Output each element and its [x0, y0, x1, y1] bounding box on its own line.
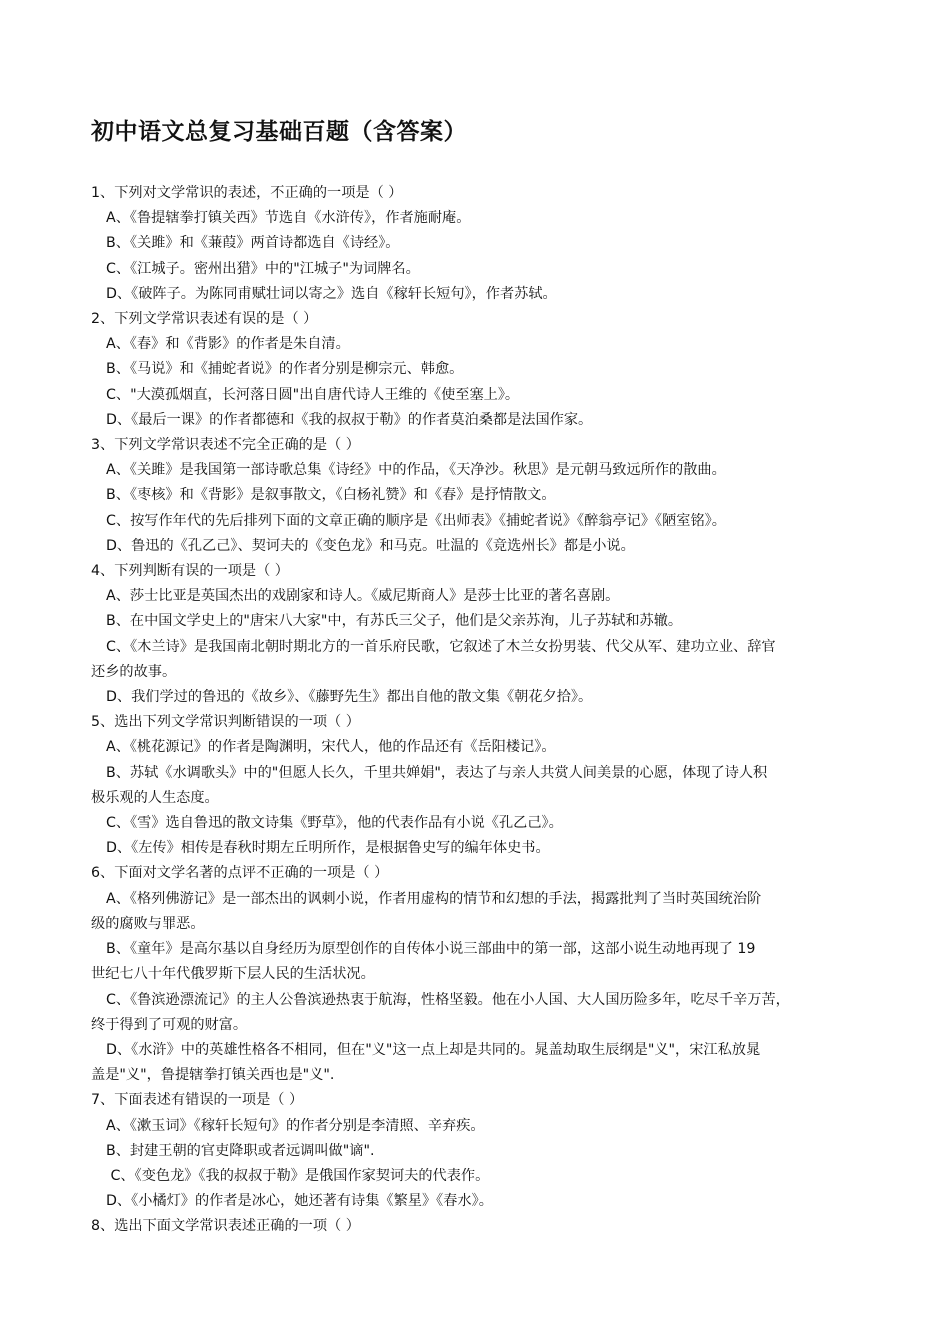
option-a: A、《关雎》是我国第一部诗歌总集《诗经》中的作品，《天净沙。秋思》是元朝马致远所作的散曲。 — [106, 462, 726, 479]
option-c: C、按写作年代的先后排列下面的文章正确的顺序是《出师表》《捕蛇者说》《醉翁亭记》《陋室铭》。 — [106, 512, 726, 529]
option-a: A、莎士比亚是英国杰出的戏剧家和诗人。《威尼斯商人》是莎士比亚的著名喜剧。 — [106, 588, 620, 605]
option-d: D、《最后一课》的作者都德和《我的叔叔于勒》的作者莫泊桑都是法国作家。 — [106, 411, 593, 428]
option-b: B、在中国文学史上的"唐宋八大家"中，有苏氏三父子，他们是父亲苏洵，儿子苏轼和苏辙。 — [106, 613, 683, 630]
option-a: A、《桃花源记》的作者是陶渊明，宋代人，他的作品还有《岳阳楼记》。 — [106, 739, 556, 756]
option-c: C、《变色龙》《我的叔叔于勒》是俄国作家契诃夫的代表作。 — [106, 1167, 490, 1184]
option-d: D、《水浒》中的英雄性格各不相同，但在"义"这一点上却是共同的。晁盖劫取生辰纲是"义"，宋江私放晁 — [106, 1041, 761, 1058]
question-stem: 8、选出下面文学常识表述正确的一项（ ） — [91, 1218, 360, 1235]
option-c: C、《鲁滨逊漂流记》的主人公鲁滨逊热衷于航海，性格坚毅。他在小人国、大人国历险多年，吃尽千辛万苦， — [106, 991, 790, 1008]
question-stem: 4、下列判断有误的一项是（ ） — [91, 563, 289, 580]
option-a-continuation: 级的腐败与罪恶。 — [91, 915, 205, 932]
option-d: D、鲁迅的《孔乙己》、契诃夫的《变色龙》和马克。吐温的《竞选州长》都是小说。 — [106, 537, 635, 554]
option-d-continuation: 盖是"义"，鲁提辖拳打镇关西也是"义". — [91, 1067, 335, 1084]
question-stem: 2、下列文学常识表述有误的是（ ） — [91, 311, 318, 328]
option-d: D、我们学过的鲁迅的《故乡》、《藤野先生》都出自他的散文集《朝花夕拾》。 — [106, 689, 593, 706]
option-d: D、《左传》相传是春秋时期左丘明所作，是根据鲁史写的编年体史书。 — [106, 840, 550, 857]
option-c: C、《木兰诗》是我国南北朝时期北方的一首乐府民歌，它叙述了木兰女扮男装、代父从军、建功立业、辞官 — [106, 638, 776, 655]
option-c: C、《雪》选自鲁迅的散文诗集《野草》，他的代表作品有小说《孔乙己》。 — [106, 815, 563, 832]
option-d: D、《破阵子。为陈同甫赋壮词以寄之》选自《稼轩长短句》，作者苏轼。 — [106, 285, 557, 302]
option-b: B、《枣核》和《背影》是叙事散文，《白杨礼赞》和《春》是抒情散文。 — [106, 487, 556, 504]
option-c-continuation: 还乡的故事。 — [91, 663, 177, 680]
question-list — [91, 181, 863, 1240]
question-stem: 5、选出下列文学常识判断错误的一项（ ） — [91, 714, 360, 731]
question-stem: 1、下列对文学常识的表述，不正确的一项是（ ） — [91, 185, 403, 201]
option-b: B、《马说》和《捕蛇者说》的作者分别是柳宗元、韩愈。 — [106, 361, 464, 378]
question-stem: 3、下列文学常识表述不完全正确的是（ ） — [91, 437, 360, 454]
question-stem: 6、下面对文学名著的点评不正确的一项是（ ） — [91, 865, 389, 882]
option-c: C、《江城子。密州出猎》中的"江城子"为词牌名。 — [106, 260, 420, 277]
option-b: B、封建王朝的官吏降职或者远调叫做"谪". — [106, 1142, 375, 1159]
page-title: 初中语文总复习基础百题（含答案） — [91, 119, 467, 145]
option-d: D、《小橘灯》的作者是冰心，她还著有诗集《繁星》《春水》。 — [106, 1193, 493, 1210]
option-a: A、《鲁提辖拳打镇关西》节选自《水浒传》，作者施耐庵。 — [106, 210, 471, 227]
option-a: A、《格列佛游记》是一部杰出的讽刺小说，作者用虚构的情节和幻想的手法，揭露批判了当时英国统治阶 — [106, 890, 762, 907]
option-b: B、《童年》是高尔基以自身经历为原型创作的自传体小说三部曲中的第一部，这部小说生动地再现了 19 — [106, 941, 756, 958]
option-a: A、《春》和《背影》的作者是朱自清。 — [106, 336, 350, 353]
question-stem: 7、下面表述有错误的一项是（ ） — [91, 1092, 304, 1109]
option-b-continuation: 极乐观的人生态度。 — [91, 789, 219, 806]
option-c: C、"大漠孤烟直，长河落日圆"出自唐代诗人王维的《使至塞上》。 — [106, 386, 520, 403]
option-c-continuation: 终于得到了可观的财富。 — [91, 1016, 248, 1033]
option-b: B、苏轼《水调歌头》中的"但愿人长久，千里共婵娟"，表达了与亲人共赏人间美景的心愿，体现了诗人积 — [106, 764, 768, 781]
option-b: B、《关雎》和《蒹葭》两首诗都选自《诗经》。 — [106, 235, 400, 252]
option-b-continuation: 世纪七八十年代俄罗斯下层人民的生活状况。 — [91, 966, 375, 983]
option-a: A、《漱玉词》《稼轩长短句》的作者分别是李清照、辛弃疾。 — [106, 1117, 485, 1134]
